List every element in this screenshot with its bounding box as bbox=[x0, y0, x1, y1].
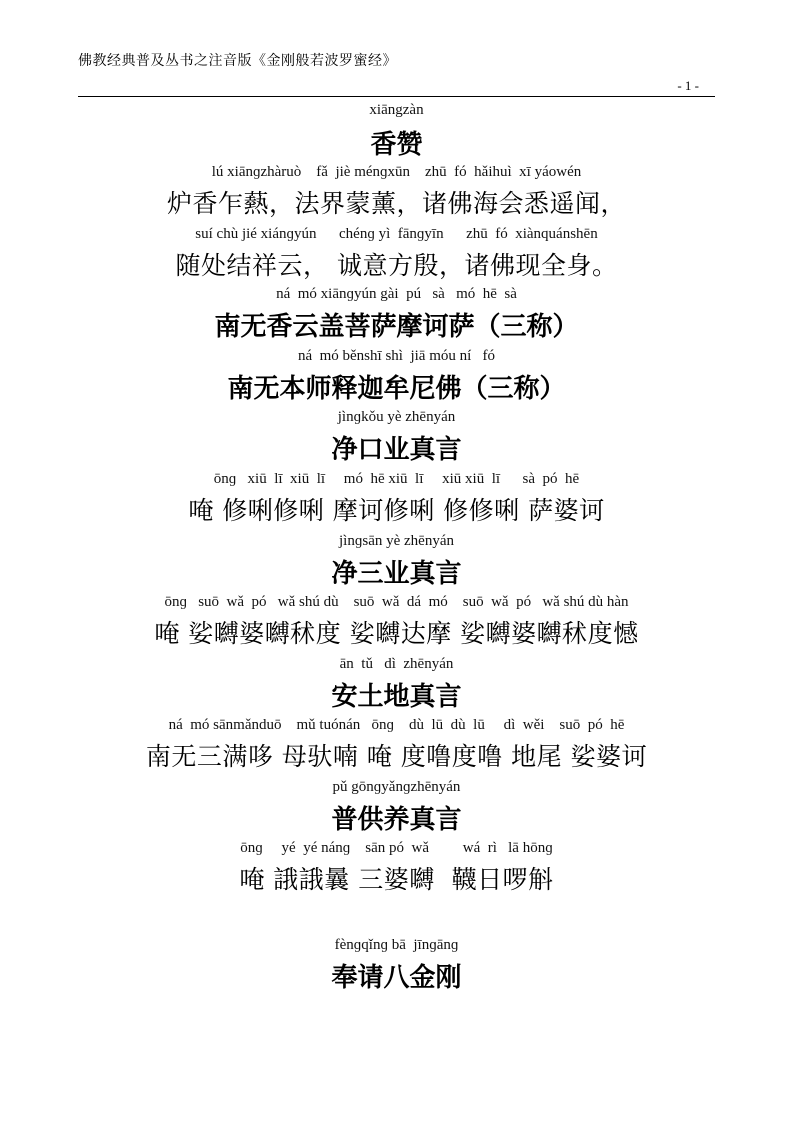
pinyin-line: ōnɡ suō wǎ pó wǎ shú dù suō wǎ dá mó suō wǎ pó wǎ shú dù hàn bbox=[164, 594, 629, 610]
section-title: 奉请八金刚 bbox=[331, 963, 462, 993]
page-number: - 1 - bbox=[677, 78, 699, 93]
pinyin-line: fènɡqǐnɡ bā jīnɡānɡ bbox=[334, 937, 459, 953]
pinyin-line: ōnɡ xiū lī xiū lī mó hē xiū lī xiū xiū lī sà pó hē bbox=[213, 471, 580, 487]
pinyin-line: jìnɡkǒu yè zhēnyán bbox=[337, 409, 456, 425]
pinyin-line: ná mó běnshī shì jiā móu ní fó bbox=[297, 348, 496, 364]
section-title: 南无本师释迦牟尼佛（三称） bbox=[227, 374, 566, 404]
pinyin-line: xiāngzàn bbox=[369, 102, 424, 118]
pinyin-line: lú xiānɡzhàruò fǎ jiè ménɡxūn zhū fó hǎihuì xī yáowén bbox=[211, 164, 582, 180]
section-title: 净三业真言 bbox=[331, 559, 462, 589]
mantra-line: 唵 誐誐曩 三婆嚩 韈日啰斛 bbox=[239, 865, 554, 894]
section-title: 安土地真言 bbox=[331, 682, 462, 712]
verse-line: 随处结祥云， 诚意方殷，诸佛现全身。 bbox=[175, 251, 618, 280]
pinyin-line: pǔ gōnɡyǎnɡzhēnyán bbox=[332, 779, 461, 795]
mantra-line: 唵 修唎修唎 摩诃修唎 修修唎 萨婆诃 bbox=[188, 496, 605, 525]
mantra-line: 唵 娑嚩婆嚩秫度 娑嚩达摩 娑嚩婆嚩秫度憾 bbox=[154, 619, 639, 648]
section-title: 香赞 bbox=[370, 130, 423, 160]
section-title: 净口业真言 bbox=[331, 435, 462, 465]
pinyin-line: ná mó xiānɡyún gài pú sà mó hē sà bbox=[276, 286, 517, 302]
pinyin-line: jìnɡsān yè zhēnyán bbox=[339, 533, 454, 549]
pinyin-line: ōnɡ yé yé nánɡ sān pó wǎ wá rì lā hōnɡ bbox=[240, 840, 553, 856]
pinyin-line: ná mó sānmǎnduō mǔ tuónán ōnɡ dù lū dù lū dì wěi suō pó hē bbox=[168, 717, 625, 733]
document-header: 佛教经典普及丛书之注音版《金刚般若波罗蜜经》 bbox=[78, 53, 397, 69]
section-title: 普供养真言 bbox=[331, 805, 462, 835]
header-rule bbox=[78, 96, 715, 97]
pinyin-line: suí chù jié xiánɡyún chénɡ yì fānɡyīn zhū fó xiànquánshēn bbox=[195, 226, 598, 242]
pinyin-line: ān tǔ dì zhēnyán bbox=[339, 656, 454, 672]
verse-line: 炉香乍爇，法界蒙薰，诸佛海会悉遥闻， bbox=[166, 189, 626, 218]
mantra-line: 南无三满哆 母驮喃 唵 度噜度噜 地尾 娑婆诃 bbox=[145, 742, 648, 771]
section-title: 南无香云盖菩萨摩诃萨（三称） bbox=[214, 312, 579, 342]
